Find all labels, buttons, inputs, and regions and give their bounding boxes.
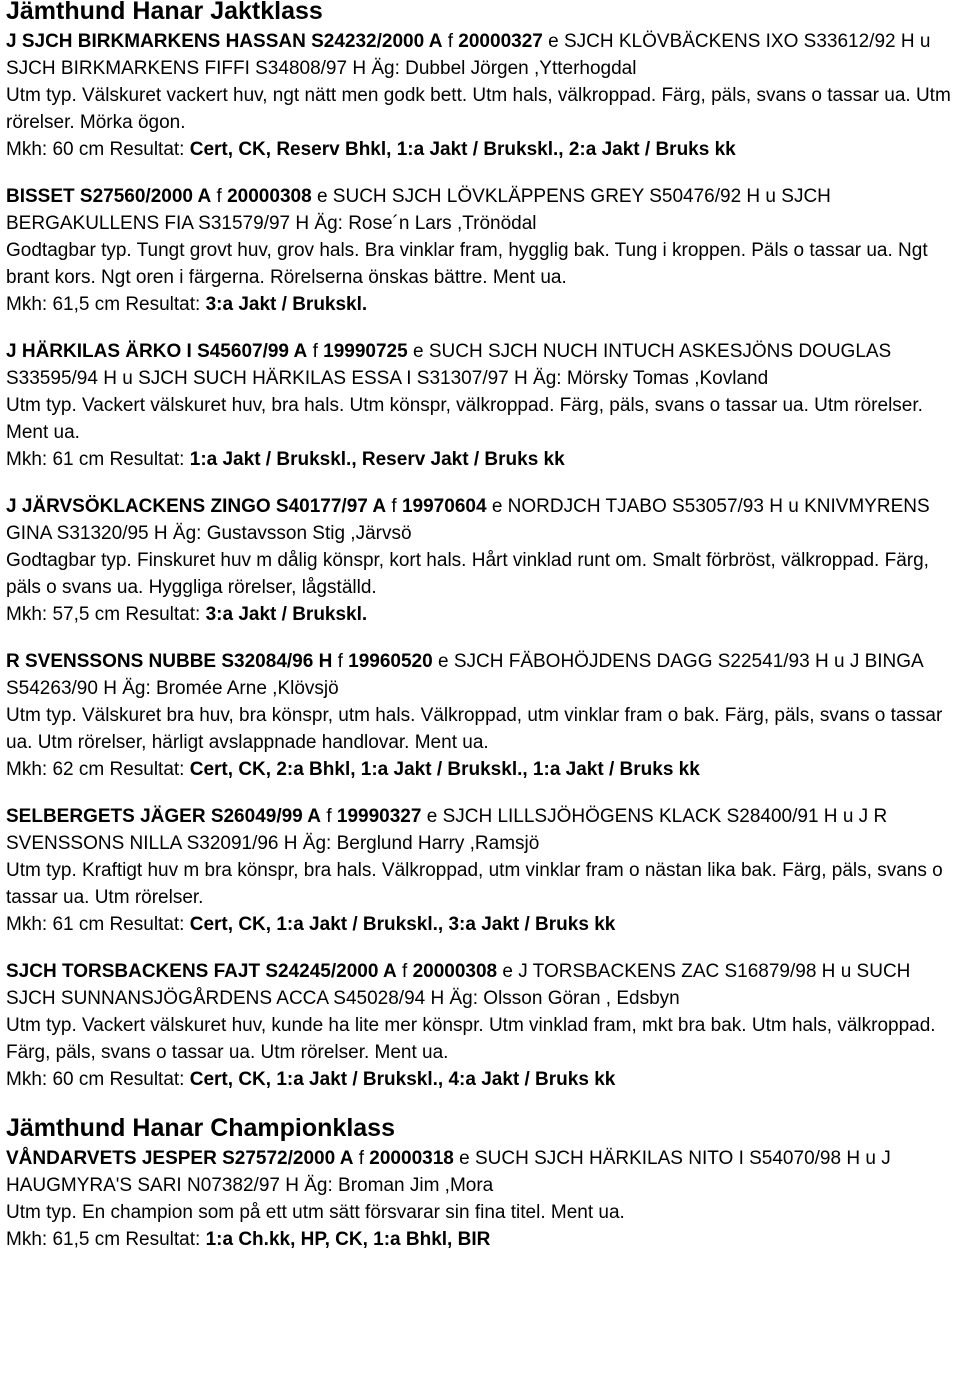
sire: J TORSBACKENS ZAC S16879/98 H bbox=[518, 961, 836, 982]
birth-date: 20000308 bbox=[227, 186, 312, 207]
result: 1:a Ch.kk, HP, CK, 1:a Bhkl, BIR bbox=[205, 1229, 491, 1250]
owner: Äg: Rose´n Lars ,Trönödal bbox=[314, 213, 537, 234]
pedigree-line: VÅNDARVETS JESPER S27572/2000 A f 20000318 e SUCH SJCH HÄRKILAS NITO I S54070/98 H u J HAUGMYRA'S SARI N07382/97 H Äg: Broman Jim ,Mora bbox=[6, 1148, 891, 1196]
pedigree-line: J JÄRVSÖKLACKENS ZINGO S40177/97 A f 19970604 e NORDJCH TJABO S53057/93 H u KNIVMYRENS GINA S31320/95 H Äg: Gustavsson Stig ,Järvsö bbox=[6, 496, 930, 544]
dog-name-reg: SJCH TORSBACKENS FAJT S24245/2000 A bbox=[6, 961, 397, 982]
height: Mkh: 60 cm bbox=[6, 1069, 105, 1090]
pedigree-line: SJCH TORSBACKENS FAJT S24245/2000 A f 20000308 e J TORSBACKENS ZAC S16879/98 H u SUCH SJCH SUNNANSJÖGÅRDENS ACCA S45028/94 H Äg: Olsson Göran , Edsbyn bbox=[6, 961, 911, 1009]
critique: Utm typ. Välskuret bra huv, bra könspr, utm hals. Välkroppad, utm vinklar fram o bak. Färg, päls, svans o tassar ua. Utm rörelser, härligt avslappnade handlovar. Ment ua. bbox=[6, 705, 943, 753]
sire: SJCH FÄBOHÖJDENS DAGG S22541/93 H bbox=[453, 651, 829, 672]
dam: J R SVENSSONS NILLA S32091/96 H bbox=[6, 806, 888, 854]
sire: SUCH SJCH LÖVKLÄPPENS GREY S50476/92 H bbox=[332, 186, 761, 207]
owner: Äg: Broman Jim ,Mora bbox=[304, 1175, 494, 1196]
result-line: Mkh: 62 cm Resultat: Cert, CK, 2:a Bhkl, 1:a Jakt / Brukskl., 1:a Jakt / Bruks kk bbox=[6, 759, 700, 780]
owner: Äg: Gustavsson Stig ,Järvsö bbox=[172, 523, 412, 544]
dam: SJCH BIRKMARKENS FIFFI S34808/97 H bbox=[6, 58, 367, 79]
pedigree-line: BISSET S27560/2000 A f 20000308 e SUCH SJCH LÖVKLÄPPENS GREY S50476/92 H u SJCH BERGAKULLENS FIA S31579/97 H Äg: Rose´n Lars ,Trönödal bbox=[6, 186, 831, 234]
result-line: Mkh: 61,5 cm Resultat: 1:a Ch.kk, HP, CK, 1:a Bhkl, BIR bbox=[6, 1229, 491, 1250]
result-line: Mkh: 60 cm Resultat: Cert, CK, 1:a Jakt / Brukskl., 4:a Jakt / Bruks kk bbox=[6, 1069, 616, 1090]
result: Cert, CK, Reserv Bhkl, 1:a Jakt / Brukskl., 2:a Jakt / Bruks kk bbox=[189, 139, 736, 160]
height: Mkh: 62 cm bbox=[6, 759, 105, 780]
dog-name-reg: VÅNDARVETS JESPER S27572/2000 A bbox=[6, 1148, 354, 1169]
dog-name-reg: J HÄRKILAS ÄRKO I S45607/99 A bbox=[6, 341, 308, 362]
height: Mkh: 61,5 cm bbox=[6, 294, 121, 315]
dog-entry bbox=[6, 648, 954, 783]
sire: SJCH LILLSJÖHÖGENS KLACK S28400/91 H bbox=[442, 806, 838, 827]
result: Cert, CK, 2:a Bhkl, 1:a Jakt / Brukskl., 1:a Jakt / Bruks kk bbox=[189, 759, 700, 780]
dog-name-reg: J JÄRVSÖKLACKENS ZINGO S40177/97 A bbox=[6, 496, 387, 517]
dam: SJCH SUCH HÄRKILAS ESSA I S31307/97 H bbox=[138, 368, 528, 389]
dam: J BINGA S54263/90 H bbox=[6, 651, 923, 699]
critique: Utm typ. Välskuret vackert huv, ngt nätt men godk bett. Utm hals, välkroppad. Färg, päls, svans o tassar ua. Utm rörelser. Mörka ögon. bbox=[6, 85, 951, 133]
sire: NORDJCH TJABO S53057/93 H bbox=[507, 496, 783, 517]
critique: Utm typ. En champion som på ett utm sätt försvarar sin fina titel. Ment ua. bbox=[6, 1202, 625, 1223]
dog-name-reg: SELBERGETS JÄGER S26049/99 A bbox=[6, 806, 322, 827]
owner: Äg: Bromée Arne ,Klövsjö bbox=[122, 678, 339, 699]
height: Mkh: 61 cm bbox=[6, 449, 105, 470]
result-line: Mkh: 61 cm Resultat: Cert, CK, 1:a Jakt / Brukskl., 3:a Jakt / Bruks kk bbox=[6, 914, 616, 935]
sire: SUCH SJCH HÄRKILAS NITO I S54070/98 H bbox=[474, 1148, 861, 1169]
owner: Äg: Mörsky Tomas ,Kovland bbox=[533, 368, 769, 389]
height: Mkh: 61 cm bbox=[6, 914, 105, 935]
birth-date: 20000318 bbox=[369, 1148, 454, 1169]
result: Cert, CK, 1:a Jakt / Brukskl., 4:a Jakt / Bruks kk bbox=[189, 1069, 616, 1090]
birth-date: 19990327 bbox=[336, 806, 422, 827]
critique: Utm typ. Vackert välskuret huv, bra hals. Utm könspr, välkroppad. Färg, päls, svans o tassar ua. Utm rörelser. Ment ua. bbox=[6, 395, 923, 443]
dog-entry bbox=[6, 183, 954, 318]
critique: Utm typ. Vackert välskuret huv, kunde ha lite mer könspr. Utm vinklad fram, mkt bra bak. Utm hals, välkroppad. Färg, päls, svans o tassar ua. Utm rörelser. Ment ua. bbox=[6, 1015, 936, 1063]
sire: SJCH KLÖVBÄCKENS IXO S33612/92 H bbox=[563, 31, 915, 52]
dog-name-reg: BISSET S27560/2000 A bbox=[6, 186, 212, 207]
owner: Äg: Olsson Göran , Edsbyn bbox=[449, 988, 680, 1009]
owner: Äg: Berglund Harry ,Ramsjö bbox=[302, 833, 540, 854]
section-heading-championklass: Jämthund Hanar Championklass bbox=[6, 1114, 395, 1142]
dog-entry bbox=[6, 958, 954, 1093]
result: 3:a Jakt / Brukskl. bbox=[205, 294, 368, 315]
dam: SUCH SJCH SUNNANSJÖGÅRDENS ACCA S45028/94 H bbox=[6, 961, 911, 1009]
dog-entry bbox=[6, 1145, 954, 1253]
pedigree-line: R SVENSSONS NUBBE S32084/96 H f 19960520 e SJCH FÄBOHÖJDENS DAGG S22541/93 H u J BINGA S54263/90 H Äg: Bromée Arne ,Klövsjö bbox=[6, 651, 923, 699]
dog-entry bbox=[6, 28, 954, 163]
pedigree-line: J HÄRKILAS ÄRKO I S45607/99 A f 19990725 e SUCH SJCH NUCH INTUCH ASKESJÖNS DOUGLAS S33595/94 H u SJCH SUCH HÄRKILAS ESSA I S31307/97 H Äg: Mörsky Tomas ,Kovland bbox=[6, 341, 892, 389]
pedigree-line: J SJCH BIRKMARKENS HASSAN S24232/2000 A f 20000327 e SJCH KLÖVBÄCKENS IXO S33612/92 H u SJCH BIRKMARKENS FIFFI S34808/97 H Äg: Dubbel Jörgen ,Ytterhogdal bbox=[6, 31, 931, 79]
height: Mkh: 57,5 cm bbox=[6, 604, 121, 625]
owner: Äg: Dubbel Jörgen ,Ytterhogdal bbox=[371, 58, 637, 79]
result-line: Mkh: 61 cm Resultat: 1:a Jakt / Brukskl., Reserv Jakt / Bruks kk bbox=[6, 449, 565, 470]
birth-date: 20000308 bbox=[412, 961, 498, 982]
birth-date: 20000327 bbox=[458, 31, 543, 52]
result: 1:a Jakt / Brukskl., Reserv Jakt / Bruks kk bbox=[189, 449, 565, 470]
dam: J HAUGMYRA'S SARI N07382/97 H bbox=[6, 1148, 891, 1196]
dog-name-reg: J SJCH BIRKMARKENS HASSAN S24232/2000 A bbox=[6, 31, 443, 52]
critique: Godtagbar typ. Finskuret huv m dålig könspr, kort hals. Hårt vinklad runt om. Smalt förbröst, välkroppad. Färg, päls o svans ua. Hyggliga rörelser, lågställd. bbox=[6, 550, 929, 598]
birth-date: 19970604 bbox=[401, 496, 487, 517]
dam: KNIVMYRENS GINA S31320/95 H bbox=[6, 496, 930, 544]
sire: SUCH SJCH NUCH INTUCH ASKESJÖNS DOUGLAS S33595/94 H bbox=[6, 341, 892, 389]
birth-date: 19990725 bbox=[323, 341, 408, 362]
result: Cert, CK, 1:a Jakt / Brukskl., 3:a Jakt / Bruks kk bbox=[189, 914, 616, 935]
height: Mkh: 61,5 cm bbox=[6, 1229, 121, 1250]
dog-name-reg: R SVENSSONS NUBBE S32084/96 H bbox=[6, 651, 333, 672]
dog-entry bbox=[6, 493, 954, 628]
height: Mkh: 60 cm bbox=[6, 139, 105, 160]
pedigree-line: SELBERGETS JÄGER S26049/99 A f 19990327 e SJCH LILLSJÖHÖGENS KLACK S28400/91 H u J R SVENSSONS NILLA S32091/96 H Äg: Berglund Harry ,Ramsjö bbox=[6, 806, 888, 854]
section-heading-jaktklass: Jämthund Hanar Jaktklass bbox=[6, 0, 323, 25]
dam: SJCH BERGAKULLENS FIA S31579/97 H bbox=[6, 186, 831, 234]
critique: Utm typ. Kraftigt huv m bra könspr, bra hals. Välkroppad, utm vinklar fram o nästan lika bak. Färg, päls, svans o tassar ua. Utm rörelser. bbox=[6, 860, 943, 908]
result-line: Mkh: 57,5 cm Resultat: 3:a Jakt / Brukskl. bbox=[6, 604, 368, 625]
result-line: Mkh: 60 cm Resultat: Cert, CK, Reserv Bhkl, 1:a Jakt / Brukskl., 2:a Jakt / Bruks kk bbox=[6, 139, 736, 160]
result-line: Mkh: 61,5 cm Resultat: 3:a Jakt / Brukskl. bbox=[6, 294, 368, 315]
birth-date: 19960520 bbox=[348, 651, 433, 672]
result: 3:a Jakt / Brukskl. bbox=[205, 604, 368, 625]
dog-entry bbox=[6, 338, 954, 473]
critique: Godtagbar typ. Tungt grovt huv, grov hals. Bra vinklar fram, hygglig bak. Tung i kroppen. Päls o tassar ua. Ngt brant kors. Ngt oren i färgerna. Rörelserna önskas bättre. Ment ua. bbox=[6, 240, 928, 288]
dog-entry bbox=[6, 803, 954, 938]
